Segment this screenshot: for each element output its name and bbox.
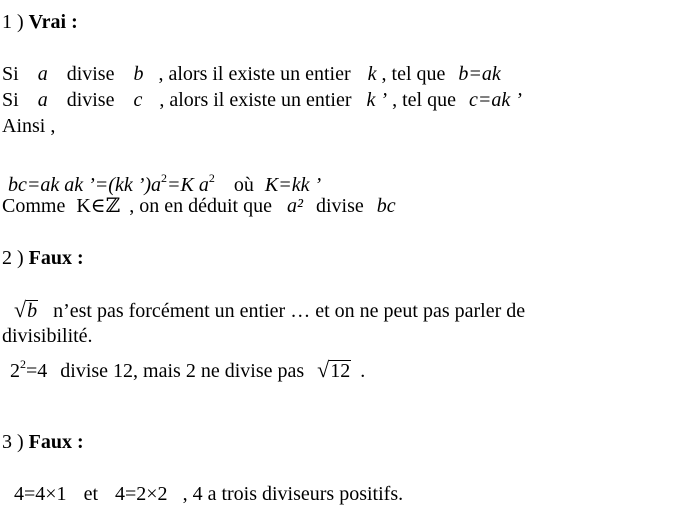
q1-eq-mid: =K a [167,174,209,196]
q1-l1-k: k [367,63,377,85]
q1-comme-a2: a² [286,195,303,217]
q3-verdict: Faux : [28,431,84,453]
q3-text: , 4 a trois diviseurs positifs. [182,483,404,505]
q2-ex-text: divise 12, mais 2 ne divise pas [60,360,305,382]
q1-comme [2,194,396,218]
q1-l2-text: , alors il existe un entier [159,89,352,111]
q1-comme-text: Comme [2,195,66,217]
q1-comme-set: K∈ℤ [76,195,121,217]
q2-example [10,352,366,382]
q1-eq-ou: où [233,174,254,196]
q2-line-2: divisibilité. [2,325,93,347]
q2-ex-end: . [360,360,366,382]
q2-ex-exp: 2 [20,357,26,371]
q2-ex-base: 2 [10,360,20,382]
q1-l2-c: c [133,89,143,111]
q1-l1-text: , alors il existe un entier [158,63,351,85]
q3-et: et [83,483,98,505]
q1-eq-lhs: bc=ak ak ’=(kk ’)a [8,174,162,196]
q1-l2-tel: , tel que [392,89,456,111]
q1-number: 1 ) [2,11,24,33]
q1-l1-tel: , tel que [381,63,446,85]
q1-verdict: Vrai : [28,11,78,33]
q1-heading [2,10,78,34]
q2-ex-eq: =4 [26,360,48,382]
q1-eq-exp: 2 [161,171,168,185]
q2-verdict: Faux : [28,247,84,269]
q3-line [14,482,403,506]
q1-l2-a: a [37,89,48,111]
q1-l1-a: a [37,63,48,85]
q1-l2-si: Si [2,89,19,111]
sqrt-12: √12 [317,357,351,382]
q1-l2-divise: divise [66,89,115,111]
q3-heading [2,430,84,454]
q2-heading [2,246,84,270]
q1-comme-deduit: , on en déduit que [129,195,272,217]
q3-eq2: 4=2×2 [115,483,168,505]
q3-number: 3 ) [2,431,24,453]
q1-equation [8,166,322,196]
q1-eq-rhs: K=kk ’ [264,174,322,196]
q1-ainsi: Ainsi , [2,115,56,137]
q1-l1-si: Si [2,63,19,85]
q1-l1-b: b [133,63,144,85]
sqrt-b: √b [14,297,38,322]
q1-comme-bc: bc [376,195,396,217]
q1-eq-exp2: 2 [208,171,215,185]
q1-l2-eq: c=ak ’ [468,89,522,111]
q3-eq1: 4=4×1 [14,483,67,505]
q2-l1-text: n’est pas forcément un entier … et on ne peut pas parler de [53,300,526,322]
q1-l2-k: k ’ [366,89,388,111]
q1-l1-eq: b=ak [458,63,501,85]
q1-line-2 [2,88,522,112]
q2-line-1 [14,298,525,322]
q1-comme-divise: divise [315,195,364,217]
q2-number: 2 ) [2,247,24,269]
q1-l1-divise: divise [66,63,115,85]
q1-line-1 [2,62,501,86]
